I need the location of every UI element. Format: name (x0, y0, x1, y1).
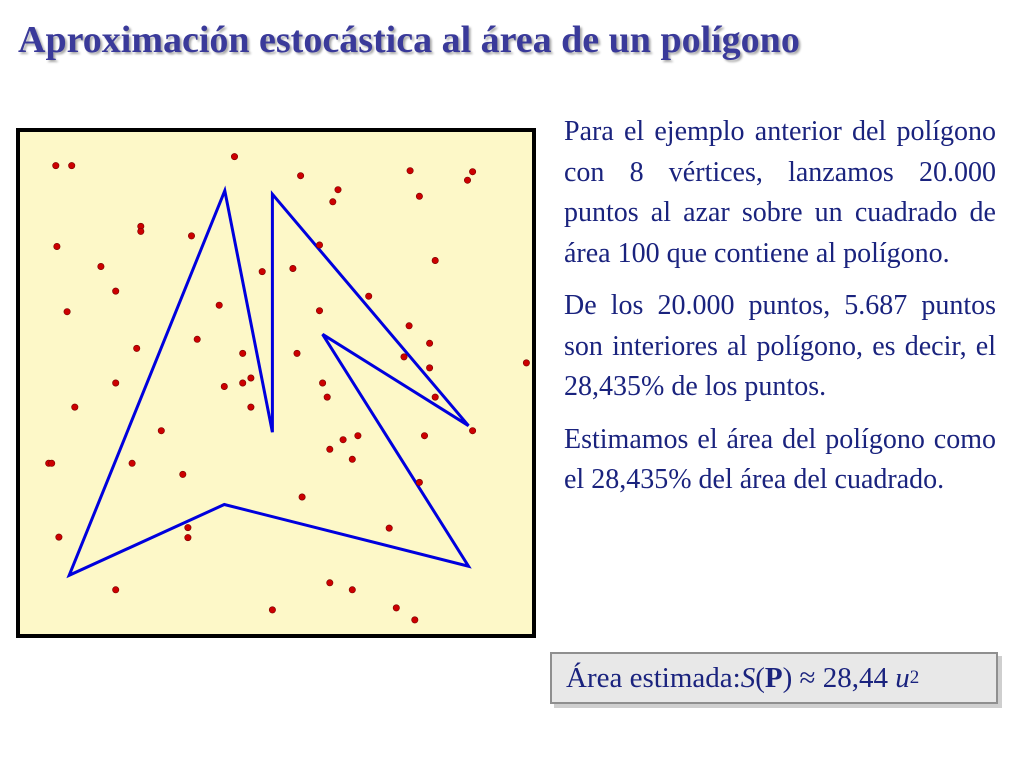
sample-point (469, 169, 475, 175)
monte-carlo-figure (16, 128, 536, 638)
sample-point (185, 524, 191, 530)
sample-point (134, 345, 140, 351)
paragraph-estimate: Estimamos el área del polígono como el 28,435% del área del cuadrado. (564, 423, 996, 495)
sample-point (259, 268, 265, 274)
sample-point (426, 365, 432, 371)
sample-point (355, 433, 361, 439)
sample-point (180, 471, 186, 477)
sample-point (330, 199, 336, 205)
approx-value: ≈ 28,44 (792, 661, 896, 694)
sample-point (469, 428, 475, 434)
unit-exponent: 2 (909, 667, 920, 688)
sample-point (98, 263, 104, 269)
result-label: Área estimada: (566, 661, 741, 694)
sample-point (240, 350, 246, 356)
sample-point (426, 340, 432, 346)
sample-point (407, 168, 413, 174)
sample-point (188, 233, 194, 239)
sample-point (53, 162, 59, 168)
sample-point (406, 323, 412, 329)
close-paren: ) (782, 661, 793, 694)
sample-point (290, 265, 296, 271)
sample-point (231, 153, 237, 159)
sample-point (316, 308, 322, 314)
sample-point (194, 336, 200, 342)
sample-point (349, 456, 355, 462)
polygon-symbol: P (764, 661, 783, 694)
paragraph-setup: Para el ejemplo anterior del polígono con 8 vértices, lanzamos 20.000 puntos al azar sobre un cuadrado de área 100 que contiene al polígono. (564, 116, 996, 269)
sample-point (248, 404, 254, 410)
sample-point (432, 394, 438, 400)
sample-point (299, 494, 305, 500)
sample-point (248, 375, 254, 381)
sample-point (316, 242, 322, 248)
sample-point (464, 177, 470, 183)
sample-point (64, 309, 70, 315)
figure-canvas (16, 128, 536, 638)
sample-point (294, 350, 300, 356)
paragraph-count: De los 20.000 puntos, 5.687 puntos son interiores al polígono, es decir, el 28,435% de los puntos. (564, 290, 996, 402)
sample-point (386, 525, 392, 531)
sample-point (158, 428, 164, 434)
sample-point (416, 479, 422, 485)
sample-point (113, 587, 119, 593)
sample-point (416, 193, 422, 199)
area-function-symbol: S (740, 661, 756, 694)
sample-point (319, 380, 325, 386)
sampling-square (18, 130, 534, 636)
sample-point (185, 534, 191, 540)
sample-point (54, 243, 60, 249)
unit-symbol: u (895, 661, 910, 694)
sample-point (221, 383, 227, 389)
sample-point (432, 257, 438, 263)
sample-point (297, 173, 303, 179)
estimated-area-box (550, 652, 998, 704)
sample-point (269, 607, 275, 613)
sample-point (113, 288, 119, 294)
sample-point (393, 605, 399, 611)
sample-point (56, 534, 62, 540)
sample-point (138, 228, 144, 234)
sample-point (412, 617, 418, 623)
sample-point (523, 360, 529, 366)
sample-point (113, 380, 119, 386)
slide-title: Aproximación estocástica al área de un polígono (18, 19, 800, 61)
explanation-text (564, 112, 996, 501)
sample-point (129, 460, 135, 466)
sample-point (421, 433, 427, 439)
sample-point (327, 446, 333, 452)
sample-point (69, 162, 75, 168)
sample-point (216, 302, 222, 308)
sample-point (327, 580, 333, 586)
sample-point (49, 460, 55, 466)
sample-point (401, 354, 407, 360)
sample-point (340, 437, 346, 443)
open-paren: ( (755, 661, 765, 694)
sample-point (240, 380, 246, 386)
sample-point (366, 293, 372, 299)
sample-point (324, 394, 330, 400)
sample-point (335, 187, 341, 193)
sample-point (349, 587, 355, 593)
sample-point (72, 404, 78, 410)
